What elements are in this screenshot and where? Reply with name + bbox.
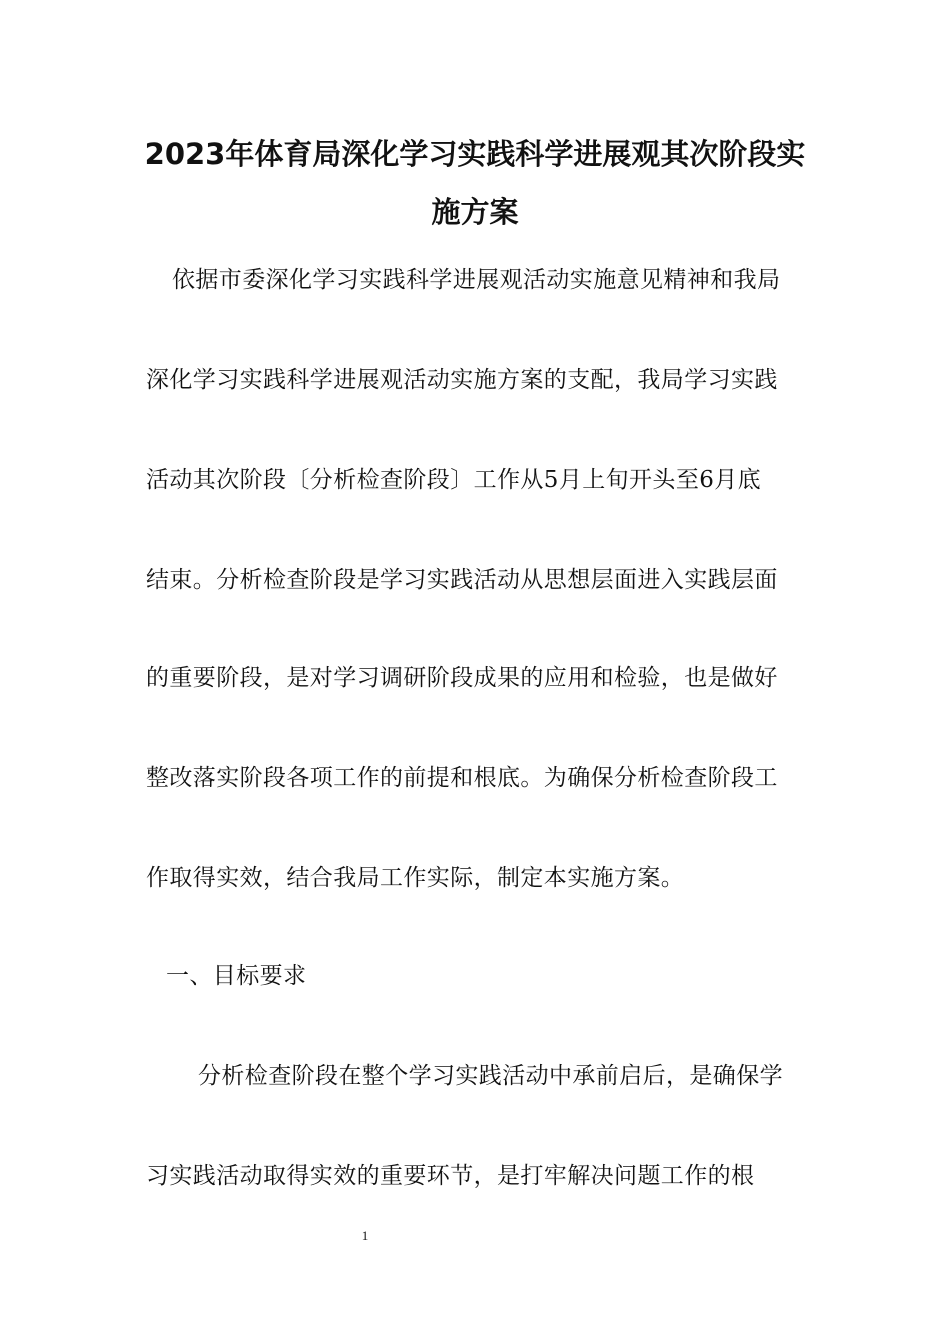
body-line-9: 习实践活动取得实效的重要环节，是打牢解决问题工作的根 [146, 1163, 755, 1189]
body-line-4: 结束。分析检查阶段是学习实践活动从思想层面进入实践层面 [146, 567, 778, 593]
body-line-7: 作取得实效，结合我局工作实际，制定本实施方案。 [146, 865, 685, 891]
body-line-1: 依据市委深化学习实践科学进展观活动实施意见精神和我局 [172, 267, 781, 293]
body-line-6: 整改落实阶段各项工作的前提和根底。为确保分析检查阶段工 [146, 765, 778, 791]
body-line-5: 的重要阶段，是对学习调研阶段成果的应用和检验，也是做好 [146, 665, 778, 691]
page-number: 1 [361, 1228, 369, 1243]
title-line-1: 2023年体育局深化学习实践科学进展观其次阶段实 [144, 137, 806, 171]
body-line-8: 分析检查阶段在整个学习实践活动中承前启后，是确保学 [198, 1063, 783, 1089]
section-heading: 一、目标要求 [166, 963, 307, 989]
body-line-2: 深化学习实践科学进展观活动实施方案的支配，我局学习实践 [146, 367, 778, 393]
body-line-3: 活动其次阶段〔分析检查阶段〕工作从5月上旬开头至6月底 [146, 467, 762, 493]
title-line-2: 施方案 [431, 195, 519, 229]
